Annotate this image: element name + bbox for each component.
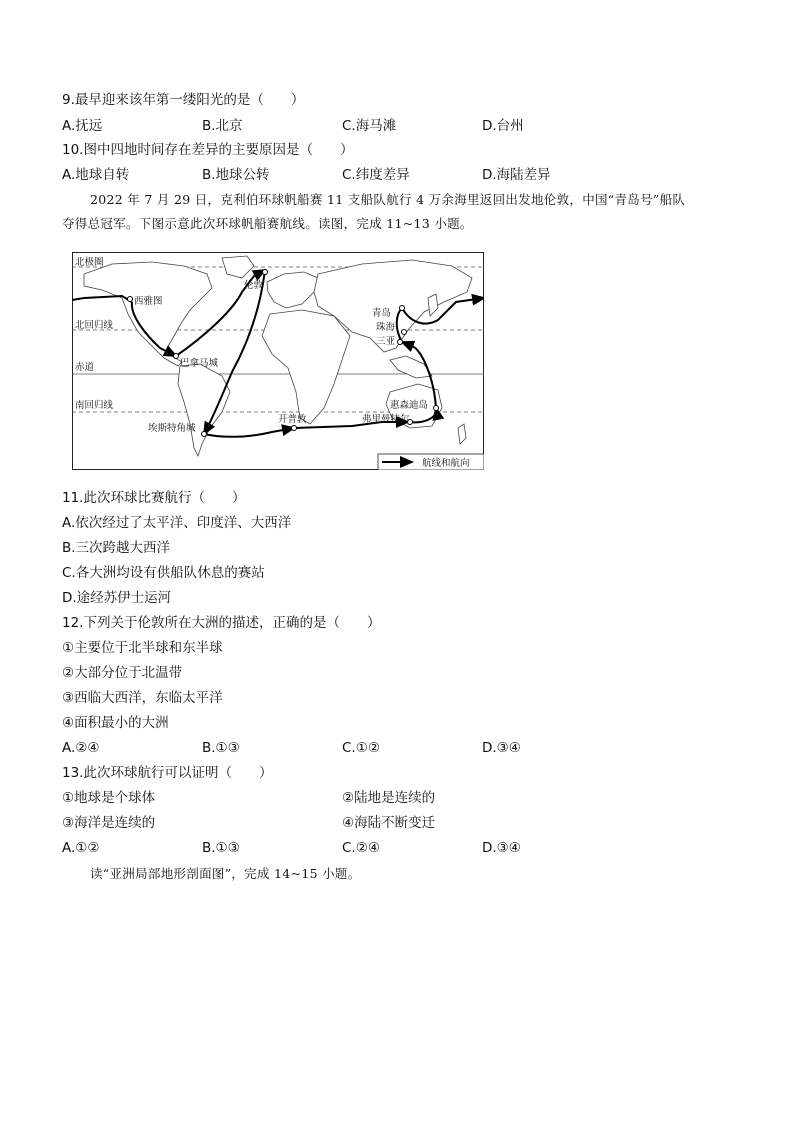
q9-option-a: A.抚远	[62, 118, 103, 134]
passage1-line1: 2022 年 7 月 29 日，克利伯环球帆船赛 11 支船队航行 4 万余海里返回出发地伦敦，中国“青岛号”船队	[90, 192, 686, 207]
q10-stem: 10.图中四地时间存在差异的主要原因是（ ）	[62, 142, 354, 158]
marker-seattle	[128, 297, 133, 302]
q12-stem: 12.下列关于伦敦所在大洲的描述，正确的是（ ）	[62, 615, 381, 631]
marker-capetown	[292, 426, 297, 431]
q12-option-b: B.①③	[202, 740, 240, 756]
label-london: 伦敦	[244, 280, 264, 291]
q9-option-c: C.海马滩	[342, 118, 397, 134]
map-legend	[378, 454, 484, 470]
label-capetown: 开普敦	[278, 414, 307, 425]
q12-option-a: A.②④	[62, 740, 100, 756]
passage2-line1: 读“亚洲局部地形剖面图”，完成 14~15 小题。	[90, 866, 361, 881]
q13-statement-2: ②陆地是连续的	[342, 790, 436, 806]
passage1-line2: 夺得总冠军。下图示意此次环球帆船赛航线。读图，完成 11~13 小题。	[62, 216, 473, 231]
q9-stem: 9.最早迎来该年第一缕阳光的是（ ）	[62, 92, 305, 108]
q11-option-a: A.依次经过了太平洋、印度洋、大西洋	[62, 515, 292, 531]
q10-option-b: B.地球公转	[202, 167, 270, 183]
q11-stem: 11.此次环球比赛航行（ ）	[62, 490, 246, 506]
q12-option-c: C.①②	[342, 740, 380, 756]
label-seattle: 西雅图	[134, 296, 163, 307]
q10-option-d: D.海陆差异	[482, 167, 551, 183]
q12-option-d: D.③④	[482, 740, 521, 756]
label-fremantle: 弗里曼特尔	[362, 414, 410, 425]
marker-qingdao	[400, 306, 405, 311]
q13-stem: 13.此次环球航行可以证明（ ）	[62, 765, 273, 781]
label-equator: 赤道	[75, 362, 95, 373]
q12-statement-3: ③西临大西洋，东临太平洋	[62, 690, 223, 706]
legend-label: 航线和航向	[422, 458, 470, 469]
q13-option-a: A.①②	[62, 840, 100, 856]
label-whitsunday: 惠森迪岛	[390, 400, 429, 411]
marker-london	[263, 270, 268, 275]
q13-option-b: B.①③	[202, 840, 240, 856]
label-punta: 埃斯特角城	[148, 423, 196, 434]
q12-statement-1: ①主要位于北半球和东半球	[62, 640, 223, 656]
marker-whitsunday	[434, 406, 439, 411]
label-arctic-circle: 北极圈	[75, 257, 104, 268]
q13-option-c: C.②④	[342, 840, 380, 856]
q10-option-c: C.纬度差异	[342, 167, 410, 183]
q11-option-b: B.三次跨越大西洋	[62, 540, 171, 556]
label-tropic-cancer: 北回归线	[75, 320, 114, 331]
marker-panama	[174, 354, 179, 359]
q11-option-d: D.途经苏伊士运河	[62, 590, 172, 606]
q9-option-b: B.北京	[202, 118, 243, 134]
q11-option-c: C.各大洲均设有供船队休息的赛站	[62, 565, 265, 581]
label-sanya: 三亚	[376, 336, 396, 347]
q13-statement-4: ④海陆不断变迁	[342, 815, 436, 831]
marker-sanya	[398, 340, 403, 345]
marker-zhuhai	[402, 330, 407, 335]
marker-punta	[202, 432, 207, 437]
world-route-map	[72, 252, 484, 470]
label-zhuhai: 珠海	[376, 322, 396, 333]
q13-option-d: D.③④	[482, 840, 521, 856]
q9-option-d: D.台州	[482, 118, 524, 134]
label-qingdao: 青岛	[372, 308, 392, 319]
q13-statement-1: ①地球是个球体	[62, 790, 156, 806]
label-tropic-capricorn: 南回归线	[75, 400, 114, 411]
q13-statement-3: ③海洋是连续的	[62, 815, 156, 831]
q12-statement-4: ④面积最小的大洲	[62, 715, 169, 731]
q12-statement-2: ②大部分位于北温带	[62, 665, 183, 681]
label-panama: 巴拿马城	[180, 358, 219, 369]
q10-option-a: A.地球自转	[62, 167, 130, 183]
